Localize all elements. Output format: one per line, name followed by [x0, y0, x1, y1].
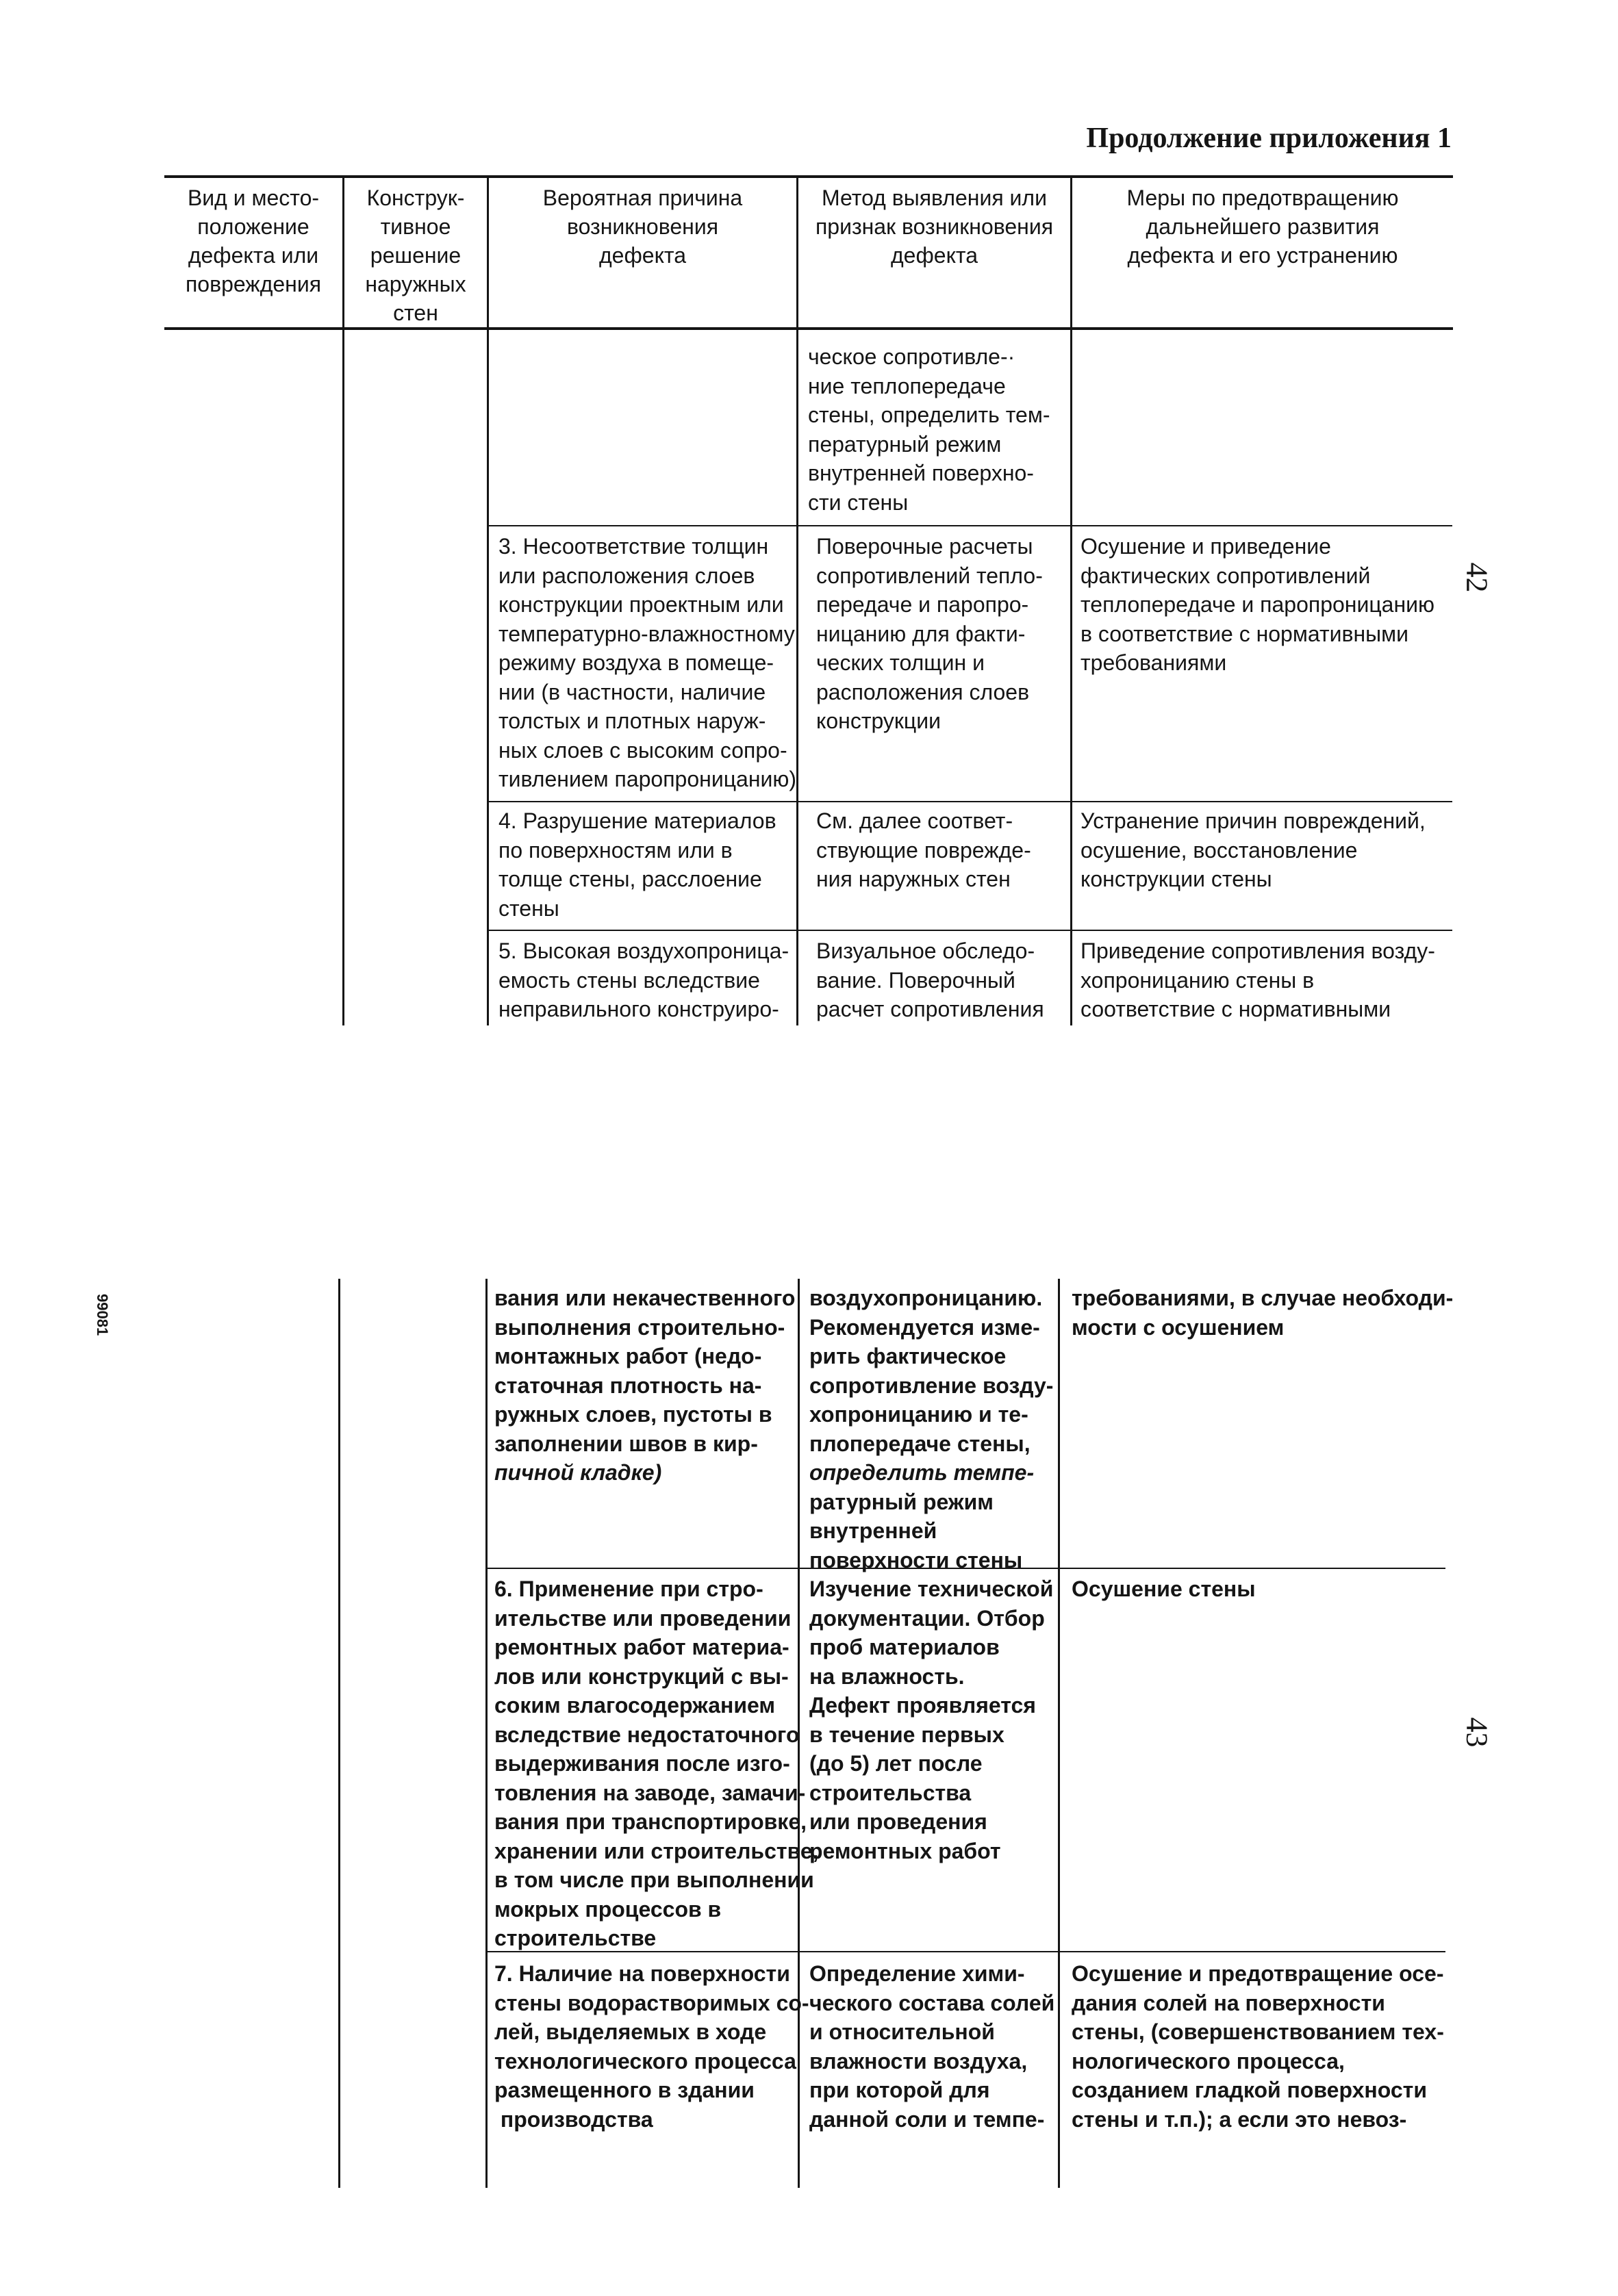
row5-cont-cause-cell: вания или некачественного выполнения строительно- монтажных работ (недо- статочная плотность на- ружных слоев, пустоты в заполнении швов в кир- пичной кладке) [494, 1286, 796, 1485]
page-number-lower: 43 [1460, 1717, 1494, 1748]
row6-method-cell: Изучение технической документации. Отбор проб материалов на влажность. Дефект проявляется в течение первых (до 5) лет после строительства или проведения ремонтных работ [809, 1577, 1054, 1863]
col-divider-2-bottom [338, 1279, 340, 2188]
row6-measures-cell: Осушение стены [1072, 1577, 1256, 1601]
col-divider-2-top [487, 177, 489, 1025]
row-separator [488, 525, 1452, 526]
col-divider-3-bottom [485, 1279, 488, 2188]
table-top-rule [164, 175, 1453, 178]
col-divider-4-top [1070, 177, 1072, 1025]
row6-cause-cell: 6. Применение при стро- ительстве или проведении ремонтных работ материа- лов или конструкций с вы- соким влагосодержанием вследствие недостаточного выдерживания после изго- товления на заводе, замачи- вания при транспортировке, хранении или строительстве, в том числе при выполнении мокрых процессов в строительстве [494, 1577, 819, 1950]
header-col-measures: Меры по предотвращению дальнейшего развития дефекта и его устранению [1126, 186, 1399, 268]
header-col-cause: Вероятная причина возникновения дефекта [542, 186, 743, 268]
row5-cont-method-cell: воздухопроницанию. Рекомендуется изме- рить фактическое сопротивление возду- хопроницанию и те- плопередаче стены, определить темпе- ратурный режим внутренней поверхности стены [809, 1286, 1054, 1572]
row4-measures-cell: Устранение причин повреждений, осушение, восстановление конструкции стены [1080, 808, 1426, 891]
header-col-location: Вид и место- положение дефекта или повреждения [185, 186, 322, 296]
row5-method-cell: Визуальное обследо- вание. Поверочный расчет сопротивления [816, 939, 1044, 1021]
row5-cause-cell: 5. Высокая воздухопроница- емость стены вследствие неправильного конструиро- [498, 939, 789, 1021]
page-title: Продолжение приложения 1 [1086, 123, 1452, 154]
table-header-bottom-rule [164, 327, 1453, 330]
row3-method-cell: Поверочные расчеты сопротивлений тепло- передаче и паропро- ницанию для факти- ческих толщин и расположения слоев конструкции [816, 534, 1043, 733]
row5-measures-cell: Приведение сопротивления возду- хопроницанию стены в соответствие с нормативными [1080, 939, 1435, 1021]
page-number-upper: 42 [1460, 562, 1494, 593]
header-col-method: Метод выявления или признак возникновения дефекта [815, 186, 1054, 268]
row7-measures-cell: Осушение и предотвращение осе- дания солей на поверхности стены, (совершенствованием тех- нологического процесса, созданием гладкой поверхности стены и т.п.); а если это невоз- [1072, 1961, 1444, 2132]
col-divider-5-bottom [1058, 1279, 1060, 2188]
cont-method-cell: ческое сопротивле-· ние теплопередаче стены, определить тем- пературный режим внутренней поверхно- сти стены [808, 344, 1050, 515]
row-separator [488, 801, 1452, 802]
row3-cause-cell: 3. Несоответствие толщин или расположения слоев конструкции проектным или температурно-влажностному режиму воздуха в помеще- нии (в частности, наличие толстых и плотных наруж- ных слоев с высоким сопро- тивлением паропроницанию) [498, 534, 797, 791]
header-col-design: Конструк- тивное решение наружных стен [365, 186, 466, 325]
row4-method-cell: См. далее соответ- ствующие поврежде- ния наружных стен [816, 808, 1031, 891]
row3-measures-cell: Осушение и приведение фактических сопротивлений теплопередаче и паропроницанию в соответствие с нормативными требованиями [1080, 534, 1435, 675]
row7-method-cell: Определение хими- ческого состава солей и относительной влажности воздуха, при которой для данной соли и темпе- [809, 1961, 1055, 2132]
row-separator [488, 930, 1452, 931]
side-code: 99081 [94, 1294, 111, 1336]
row5-cont-measures-cell: требованиями, в случае необходи- мости с осушением [1072, 1286, 1454, 1340]
row4-cause-cell: 4. Разрушение материалов по поверхностям или в толще стены, расслоение стены [498, 808, 776, 921]
row7-cause-cell: 7. Наличие на поверхности стены водорастворимых со- лей, выделяемых в ходе технологического процесса размещенного в здании производства [494, 1961, 809, 2132]
col-divider-3-top [796, 177, 798, 1025]
